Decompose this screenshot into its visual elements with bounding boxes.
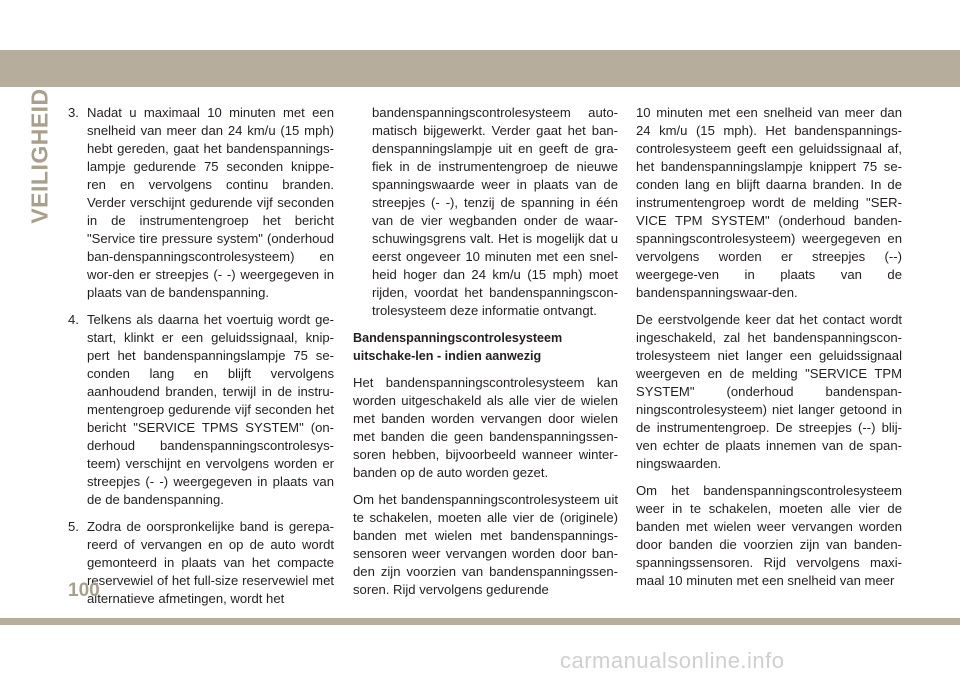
list-item xyxy=(68,311,334,509)
paragraph: De eerstvolgende keer dat het contact wordt ingeschakeld, zal het bandenspanningscon-trolesysteem niet langer een geluidssignaal weergeven en de melding "SERVICE TPM SYSTEM" (onderhoud bandenspan-ningscontrolesysteem) niet langer getoond in de instrumentengroep. De streepjes (--) blij-ven echter de plaats innemen van de span-ningswaarden. xyxy=(636,312,902,471)
list-item-text: Zodra de oorspronkelijke band is gerepa-reerd of vervangen en op de auto wordt gemonteerd in plaats van het compacte reservewiel of het full-size reservewiel met alternatieve afmetingen, wordt het xyxy=(87,519,334,606)
paragraph: Om het bandenspanningscontrolesysteem weer in te schakelen, moeten alle vier de banden met wielen weer vervangen worden door banden die voorzien zijn van banden-spanningssensoren. Rijd vervolgens maxi-maal 10 minuten met een snelheid van meer xyxy=(636,483,902,588)
list-item-text: Telkens als daarna het voertuig wordt ge-start, klinkt er een geluidssignaal, knip-pert het bandenspanningslampje 75 se-conden lang en blijft vervolgens aanhoudend branden, terwijl in de instru-mentengroep gedurende vijf seconden het bericht "SERVICE TPMS SYSTEM" (on-derhoud bandenspanningscontrolesys-teem) verschijnt en vervolgens worden er streepjes (- -) weergegeven in plaats van de de bandenspanning. xyxy=(87,312,334,507)
list-item-number: 3. xyxy=(68,105,79,120)
page-number: 100 xyxy=(68,580,100,601)
section-tab xyxy=(26,88,54,224)
list-item xyxy=(68,518,334,608)
watermark-text: carmanualsonline.info xyxy=(560,648,785,673)
footer-band xyxy=(0,618,960,625)
column-1 xyxy=(68,104,334,617)
column-3 xyxy=(636,104,902,599)
list-item-text: Nadat u maximaal 10 minuten met een snelheid van meer dan 24 km/u (15 mph) hebt gereden, gaat het bandenspannings-lampje gedurende 75 seconden knippe-ren en vervolgens continu branden. Verder verschijnt gedurende vijf seconden in de instrumentengroep het bericht "Service tire pressure system" (onderhoud ban-denspanningscontrolesysteem) en wor-den er streepjes (- -) weergegeven in plaats van de bandenspanning. xyxy=(87,105,334,300)
section-tab-label: VEILIGHEID xyxy=(26,88,53,224)
paragraph: Om het bandenspanningscontrolesysteem uit te schakelen, moeten alle vier de (originele) banden met wielen met bandenspannings-sensoren weer vervangen worden door ban-den zijn voorzien van bandenspanningssen-soren. Rijd vervolgens gedurende xyxy=(353,492,618,597)
paragraph: 10 minuten met een snelheid van meer dan 24 km/u (15 mph). Het bandenspannings-controlesysteem geeft een geluidssignaal af, het bandenspanningslampje knippert 75 se-conden lang en blijft daarna branden. In de instrumentengroep wordt de melding "SER-VICE TPM SYSTEM" (onderhoud banden-spanningscontrolesysteem) weergegeven en vervolgens worden er streepjes (--) weergege-ven in plaats van de bandenspanningswaar-den. xyxy=(636,105,902,300)
list-item xyxy=(68,104,334,302)
list-item-continuation: bandenspanningscontrolesysteem auto-matisch bijgewerkt. Verder gaat het ban-denspanningslampje uit en geeft de gra-fiek in de instrumentengroep de nieuwe spanningswaarde weer in plaats van de streepjes (- -), tenzij de spanning in één van de vier wegbanden onder de waar-schuwingsgrens valt. Het is mogelijk dat u eerst ongeveer 10 minuten met een snel-heid hoger dan 24 km/u (15 mph) moet rijden, voordat het bandenspanningscon-trolesysteem deze informatie ontvangt. xyxy=(372,105,618,318)
list-item-number: 5. xyxy=(68,519,79,534)
paragraph: Het bandenspanningscontrolesysteem kan worden uitgeschakeld als alle vier de wielen met banden worden vervangen door wielen met banden die geen bandenspanningssen-soren hebben, bijvoorbeeld wanneer winter-banden op de auto worden gezet. xyxy=(353,375,618,480)
column-2 xyxy=(353,104,618,608)
section-heading: Bandenspanningscontrolesysteem uitschake-len - indien aanwezig xyxy=(353,331,563,363)
list-item-number: 4. xyxy=(68,312,79,327)
header-band xyxy=(0,50,960,87)
